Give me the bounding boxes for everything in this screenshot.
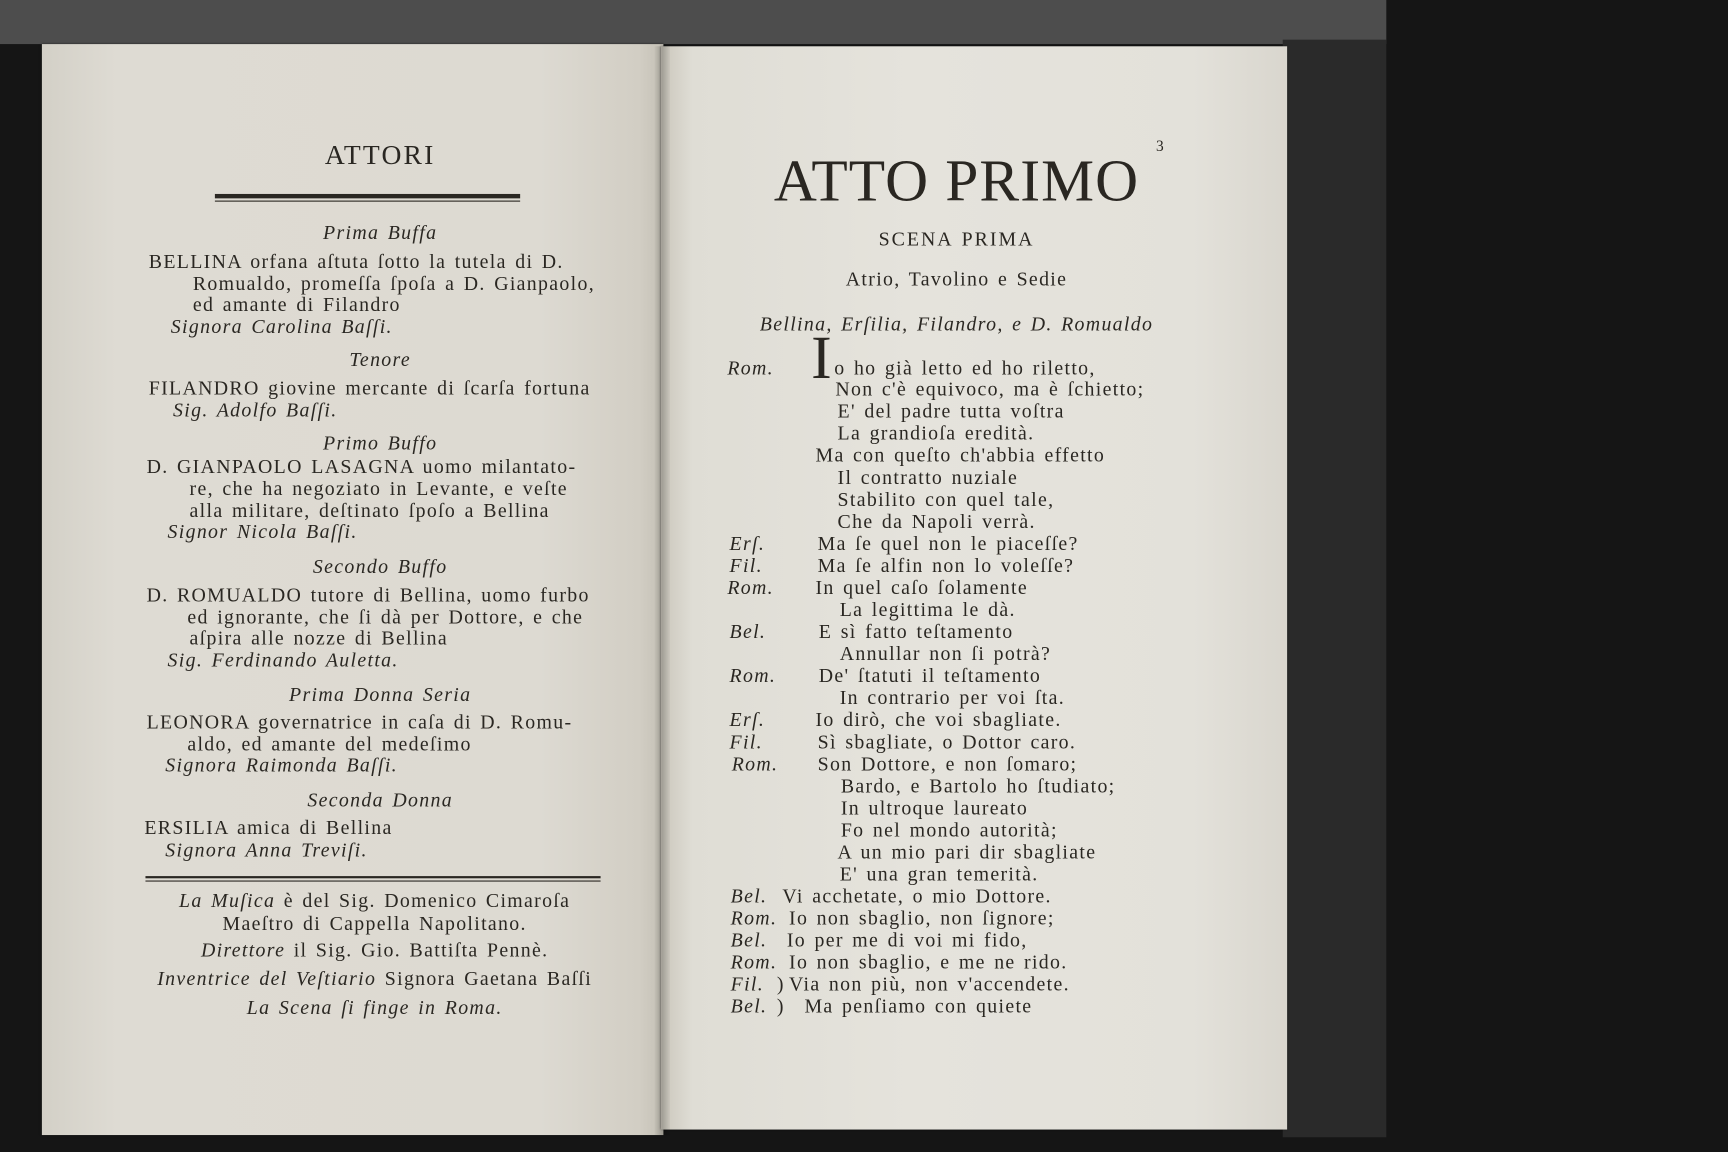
dialogue-text: Io non sbaglio, e me ne rido. <box>789 951 1068 974</box>
dialogue-text: Io dirò, che voi sbagliate. <box>815 708 1062 731</box>
speaker-label: Rom. <box>727 357 774 380</box>
speaker-label: Bel. <box>730 995 768 1018</box>
scene-characters: Bellina, Erſilia, Filandro, e D. Romualdo <box>759 312 1154 336</box>
speaker-label: Rom. <box>729 664 777 687</box>
character-description-line: aldo, ed amante del medeſimo <box>187 732 472 755</box>
speaker-label: Erſ. <box>729 532 766 555</box>
performer-name: Signora Carolina Baſſi. <box>170 315 393 338</box>
dialogue-text: Ma penſiamo con quiete <box>804 995 1033 1018</box>
dialogue-text: In contrario per voi ſta. <box>839 686 1066 709</box>
director-credit-text: il Sig. Gio. Battiſta Pennè. <box>293 938 549 961</box>
character-description-line: D. GIANPAOLO LASAGNA uomo milantato- <box>146 455 577 478</box>
dialogue-text: Ma ſe alfin non lo voleſſe? <box>817 554 1075 577</box>
dialogue-text: In ultroque laureato <box>840 796 1029 819</box>
speaker-label: Erſ. <box>729 708 766 731</box>
dialogue-text: Vi acchetate, o mio Dottore. <box>782 884 1052 907</box>
speaker-label: Fil. <box>729 730 763 753</box>
role-heading: Prima Buffa <box>323 221 438 244</box>
music-credit-text: è del Sig. Domenico Cimaroſa <box>283 889 571 912</box>
dialogue-text: Fo nel mondo autorità; <box>840 818 1058 841</box>
drop-cap: I <box>811 323 832 393</box>
performer-name: Signor Nicola Baſſi. <box>167 520 358 543</box>
dialogue-text: Sì sbagliate, o Dottor caro. <box>817 730 1077 753</box>
credits-double-rule <box>145 876 600 882</box>
dialogue-text: In quel caſo ſolamente <box>815 576 1028 599</box>
performer-name: Sig. Ferdinando Auletta. <box>167 649 399 672</box>
music-credit <box>132 888 617 912</box>
dialogue-text: La legittima le dà. <box>839 598 1016 621</box>
role-heading: Prima Donna Seria <box>289 683 472 706</box>
music-credit-label: La Muſica <box>179 889 276 912</box>
character-description-line: D. ROMUALDO tutore di Bellina, uomo furbo <box>146 584 590 607</box>
book-spine <box>655 46 670 1135</box>
speaker-label: Fil. <box>729 554 763 577</box>
performer-name: Sig. Adolfo Baſſi. <box>173 398 338 421</box>
speaker-label: Rom. <box>730 906 778 929</box>
joint-speech-bracket: ) <box>776 995 785 1018</box>
music-credit-line-2: Maeſtro di Cappella Napolitano. <box>222 912 527 935</box>
role-heading: Seconda Donna <box>307 789 453 812</box>
role-heading: Secondo Buffo <box>312 555 448 578</box>
dialogue-text: E' del padre tutta voſtra <box>837 400 1065 423</box>
dialogue-text: La grandioſa eredità. <box>837 422 1035 445</box>
dialogue-text: Bardo, e Bartolo ho ſtudiato; <box>840 774 1116 797</box>
dialogue-text: Io per me di voi mi fido, <box>786 928 1028 952</box>
character-description-line: ed ignorante, che ſi dà per Dottore, e che <box>187 606 584 629</box>
cast-list-title: ATTORI <box>324 141 436 171</box>
role-heading: Primo Buffo <box>323 431 438 455</box>
dialogue-text: E' una gran temerità. <box>839 862 1039 885</box>
dialogue-text: Il contratto nuziale <box>837 466 1019 489</box>
speaker-label: Bel. <box>729 620 767 643</box>
costume-credit-text: Signora Gaetana Baſſi <box>384 967 593 990</box>
character-description-line: Romualdo, promeſſa ſpoſa a D. Gianpaolo, <box>192 272 596 295</box>
page-number: 3 <box>1155 138 1164 156</box>
dialogue-text: Io non sbaglio, non ſignore; <box>789 906 1055 929</box>
title-double-rule <box>215 194 520 202</box>
speaker-label: Rom. <box>731 752 779 775</box>
performer-name: Signora Raimonda Baſſi. <box>165 753 398 776</box>
role-heading: Tenore <box>349 348 411 371</box>
character-description-line: FILANDRO giovine mercante di ſcarſa fortuna <box>148 376 591 399</box>
character-description-line: ERSILIA amica di Bellina <box>144 816 393 839</box>
dialogue-text: Stabilito con quel tale, <box>837 488 1055 511</box>
dialogue-text: Ma con queſto ch'abbia effetto <box>815 444 1106 467</box>
speaker-label: Rom. <box>727 576 774 599</box>
speaker-label: Fil. <box>730 973 765 996</box>
character-description-line: ed amante di Filandro <box>192 293 401 316</box>
scene-setting: Atrio, Tavolino e Sedie <box>845 267 1068 290</box>
character-description-line: LEONORA governatrice in caſa di D. Romu- <box>146 710 573 733</box>
background-top <box>0 0 1386 44</box>
dialogue-text: Non c'è equivoco, ma è ſchietto; <box>835 377 1145 401</box>
director-credit-label: Direttore <box>200 938 286 961</box>
dialogue-text: Via non più, non v'accendete. <box>789 973 1070 996</box>
joint-speech-bracket: ) <box>776 973 785 996</box>
character-description-line: aſpira alle nozze di Bellina <box>189 627 448 650</box>
speaker-label: Bel. <box>730 884 768 907</box>
performer-name: Signora Anna Treviſi. <box>165 838 368 861</box>
dialogue-text: De' ſtatuti il teſtamento <box>818 664 1042 687</box>
costume-credit <box>132 966 617 990</box>
character-description-line: re, che ha negoziato in Levante, e veſte <box>189 477 568 500</box>
dialogue-text: o ho già letto ed ho riletto, <box>834 357 1096 380</box>
dialogue-text: Che da Napoli verrà. <box>837 510 1036 533</box>
character-description-line: alla militare, deſtinato ſpoſo a Bellina <box>189 499 550 522</box>
speaker-label: Rom. <box>730 951 778 974</box>
dialogue-text: Annullar non ſi potrà? <box>839 642 1052 665</box>
costume-credit-label: Inventrice del Veſtiario <box>157 967 377 990</box>
character-description-line: BELLINA orfana aſtuta ſotto la tutela di D. <box>148 250 564 273</box>
dialogue-text: A un mio pari dir sbagliate <box>837 840 1097 863</box>
dialogue-text: Ma ſe quel non le piaceſſe? <box>817 532 1079 555</box>
director-credit <box>132 938 617 962</box>
speaker-label: Bel. <box>730 928 768 952</box>
dialogue-text: E sì fatto teſtamento <box>818 620 1014 643</box>
act-title: ATTO PRIMO <box>773 147 1140 214</box>
dialogue-text: Son Dottore, e non ſomaro; <box>817 752 1078 775</box>
scene-title: SCENA PRIMA <box>878 228 1035 251</box>
background-board <box>1283 40 1387 1138</box>
scene-location-note: La Scena ſi finge in Roma. <box>246 996 503 1019</box>
